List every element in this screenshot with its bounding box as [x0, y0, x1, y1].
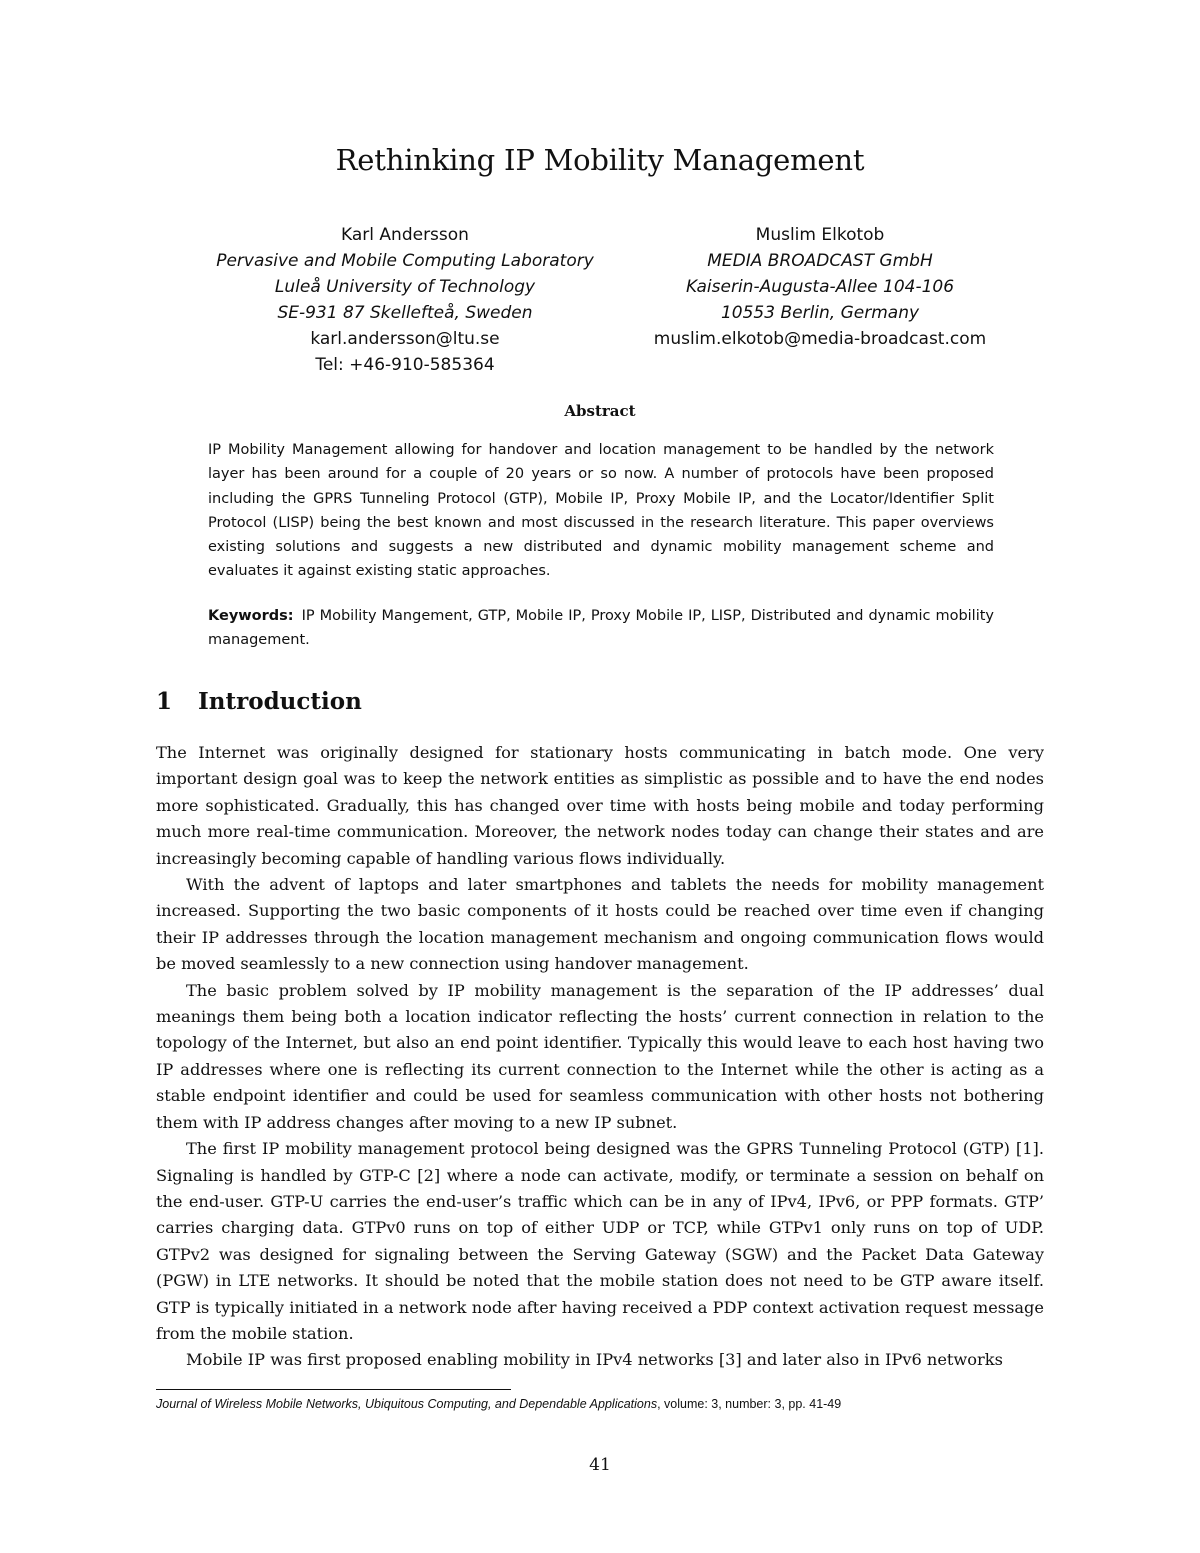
author-name: Karl Andersson: [341, 225, 469, 245]
keywords: [208, 604, 994, 653]
section-body: [156, 740, 1044, 1374]
section-title: Introduction: [198, 688, 362, 715]
paragraph: The Internet was originally designed for stationary hosts communicating in batch mode. One very important design goal was to keep the network entities as simplistic as possible and to have the end nodes more sophisticated. Gradually, this has changed over time with hosts being mobile and today performing much more real-time communication. Moreover, the network nodes today can change their states and are increasingly becoming capable of handling various flows individually.: [156, 743, 1044, 868]
author-affiliation-line: Pervasive and Mobile Computing Laboratory: [216, 251, 594, 271]
author-affiliation-line: MEDIA BROADCAST GmbH: [707, 251, 933, 271]
paragraph: The first IP mobility management protocol being designed was the GPRS Tunneling Protocol (GTP) [1]. Signaling is handled by GTP-C [2] where a node can activate, modify, or terminate a session on behalf on the end-user. GTP-U carries the end-user’s traffic which can be in any of IPv4, IPv6, or PPP formats. GTP’ carries charging data. GTPv0 runs on top of either UDP or TCP, while GTPv1 only runs on top of UDP. GTPv2 was designed for signaling between the Serving Gateway (SGW) and the Packet Data Gateway (PGW) in LTE networks. It should be noted that the mobile station does not need to be GTP aware itself. GTP is typically initiated in a network node after having received a PDP context activation request message from the mobile station.: [156, 1139, 1044, 1343]
author-affiliation-line: Kaiserin-Augusta-Allee 104-106: [685, 277, 955, 297]
paper-title: Rethinking IP Mobility Management: [335, 143, 865, 177]
author-affiliation-line: SE-931 87 Skellefteå, Sweden: [277, 303, 533, 323]
keywords-text: IP Mobility Mangement, GTP, Mobile IP, Proxy Mobile IP, LISP, Distributed and dynamic mobility management.: [208, 608, 994, 649]
footnote-rule: [156, 1389, 511, 1390]
section-number: 1: [156, 688, 173, 715]
paragraph: Mobile IP was first proposed enabling mobility in IPv4 networks [3] and later also in IPv6 networks: [186, 1350, 1003, 1370]
author-email: karl.andersson@ltu.se: [310, 329, 500, 349]
footnote-details: , volume: 3, number: 3, pp. 41-49: [657, 1397, 842, 1411]
abstract-heading: Abstract: [564, 402, 636, 420]
author-block-2: [560, 222, 1080, 352]
author-affiliation-line: Luleå University of Technology: [274, 277, 536, 297]
author-affiliation-line: 10553 Berlin, Germany: [720, 303, 920, 323]
author-tel: Tel: +46-910-585364: [315, 355, 495, 375]
paragraph: The basic problem solved by IP mobility management is the separation of the IP addresses’ dual meanings them being both a location indicator reflecting the hosts’ current connection in relation to the topology of the Internet, but also an end point identifier. Typically this would leave to each host having two IP addresses where one is reflecting its current connection to the Internet while the other is acting as a stable endpoint identifier and could be used for seamless communication with other hosts not bothering them with IP address changes after moving to a new IP subnet.: [156, 980, 1044, 1132]
footnote-journal: Journal of Wireless Mobile Networks, Ubiquitous Computing, and Dependable Applications: [156, 1397, 658, 1411]
paragraph: With the advent of laptops and later smartphones and tablets the needs for mobility management increased. Supporting the two basic components of it hosts could be reached over time even if changing their IP addresses through the location management mechanism and ongoing communication flows would be moved seamlessly to a new connection using handover management.: [156, 875, 1044, 974]
keywords-label: Keywords:: [208, 608, 294, 624]
author-name: Muslim Elkotob: [755, 225, 885, 245]
section-heading: [156, 688, 362, 715]
abstract-text: IP Mobility Management allowing for handover and location management to be handled by the network layer has been around for a couple of 20 years or so now. A number of protocols have been proposed including the GPRS Tunneling Protocol (GTP), Mobile IP, Proxy Mobile IP, and the Locator/Identifier Split Protocol (LISP) being the best known and most discussed in the research literature. This paper overviews existing solutions and suggests a new distributed and dynamic mobility management scheme and evaluates it against existing static approaches.: [208, 442, 994, 580]
footnote: [156, 1397, 1056, 1411]
page-number: 41: [589, 1455, 611, 1475]
author-email: muslim.elkotob@media-broadcast.com: [653, 329, 987, 349]
